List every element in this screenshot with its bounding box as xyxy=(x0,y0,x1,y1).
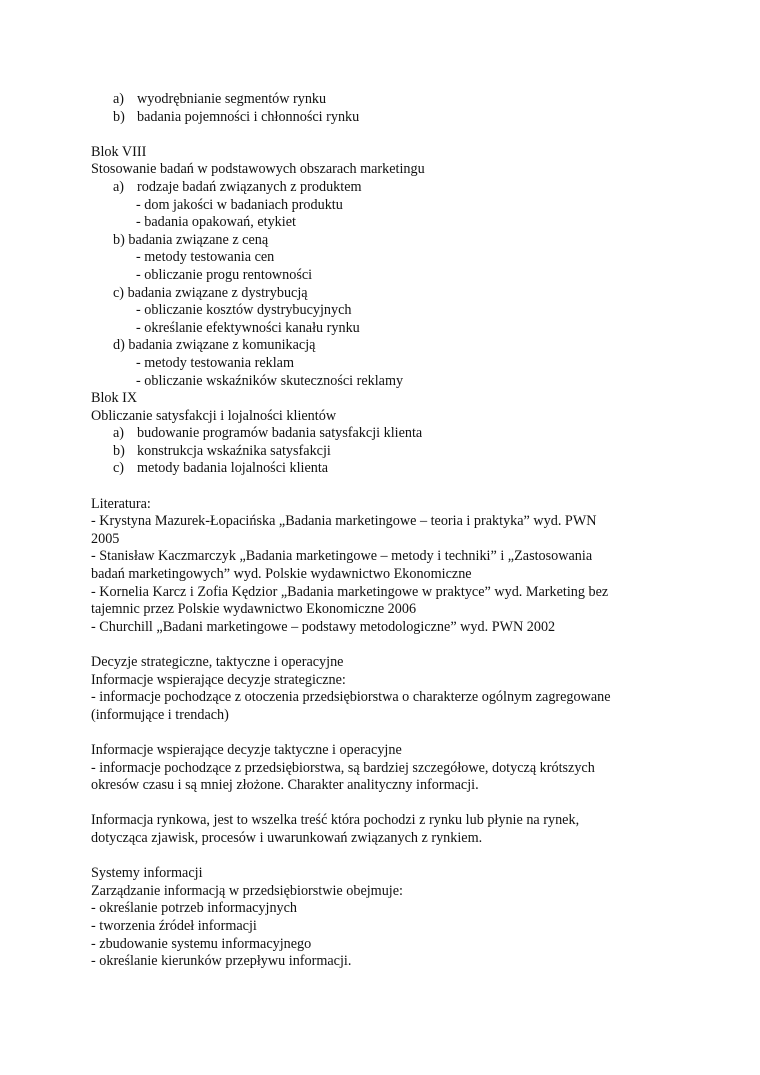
list-marker: a) xyxy=(113,425,125,442)
list-item-text: badania pojemności i chłonności rynku xyxy=(137,108,360,125)
paragraph-line: - zbudowanie systemu informacyjnego xyxy=(91,935,312,952)
literature-line: badań marketingowych” wyd. Polskie wydawnictwo Ekonomiczne xyxy=(91,566,472,583)
document-page xyxy=(91,91,681,971)
paragraph-line: Informacje wspierające decyzje strategiczne: xyxy=(91,671,346,688)
list-marker: c) xyxy=(113,460,125,477)
sub-item: - obliczanie kosztów dystrybucyjnych xyxy=(136,302,352,319)
literature-line: - Krystyna Mazurek-Łopacińska „Badania marketingowe – teoria i praktyka” wyd. PWN xyxy=(91,513,597,530)
paragraph-line: Zarządzanie informacją w przedsiębiorstwie obejmuje: xyxy=(91,882,403,899)
list-item: d) badania związane z komunikacją xyxy=(113,337,316,354)
list-item xyxy=(91,91,681,109)
block-8-title: Blok VIII xyxy=(91,143,147,160)
block-9-title: Blok IX xyxy=(91,390,138,407)
sub-item: - dom jakości w badaniach produktu xyxy=(136,196,343,213)
literature-line: - Stanisław Kaczmarczyk „Badania marketingowe – metody i techniki” i „Zastosowania xyxy=(91,548,593,565)
block-9-subtitle: Obliczanie satysfakcji i lojalności klientów xyxy=(91,407,337,424)
paragraph-line: okresów czasu i są mniej złożone. Charakter analityczny informacji. xyxy=(91,777,479,794)
sub-item: - metody testowania cen xyxy=(136,249,275,266)
literature-line: - Churchill „Badani marketingowe – podstawy metodologiczne” wyd. PWN 2002 xyxy=(91,618,556,635)
list-item: c) badania związane z dystrybucją xyxy=(113,284,308,301)
sub-item: - obliczanie progu rentowności xyxy=(136,266,313,283)
list-marker: b) xyxy=(113,108,125,125)
list-item xyxy=(91,443,681,461)
literature-heading: Literatura: xyxy=(91,495,151,512)
paragraph-line: - tworzenia źródeł informacji xyxy=(91,917,257,934)
literature-line: 2005 xyxy=(91,530,120,547)
paragraph-line: - określanie potrzeb informacyjnych xyxy=(91,900,298,917)
list-item: b) badania związane z ceną xyxy=(113,231,269,248)
sub-item: - metody testowania reklam xyxy=(136,354,294,371)
list-marker: b) xyxy=(113,442,125,459)
paragraph-line: Informacje wspierające decyzje taktyczne i operacyjne xyxy=(91,741,402,758)
list-item-text: rodzaje badań związanych z produktem xyxy=(137,178,362,195)
sub-item: - określanie efektywności kanału rynku xyxy=(136,319,360,336)
paragraph-line: dotycząca zjawisk, procesów i uwarunkowań związanych z rynkiem. xyxy=(91,829,483,846)
paragraph-line: - informacje pochodzące z otoczenia przedsiębiorstwa o charakterze ogólnym zagregowane xyxy=(91,689,611,706)
list-item xyxy=(91,460,681,478)
list-item-text: konstrukcja wskaźnika satysfakcji xyxy=(137,442,331,459)
list-item xyxy=(91,109,681,127)
paragraph-line: Decyzje strategiczne, taktyczne i operacyjne xyxy=(91,654,344,670)
literature-line: tajemnic przez Polskie wydawnictwo Ekonomiczne 2006 xyxy=(91,601,417,618)
paragraph-line: - informacje pochodzące z przedsiębiorstwa, są bardziej szczegółowe, dotyczą krótszych xyxy=(91,759,595,776)
list-item xyxy=(91,179,681,197)
block-8-subtitle: Stosowanie badań w podstawowych obszarach marketingu xyxy=(91,161,425,178)
list-item-text: metody badania lojalności klienta xyxy=(137,460,329,477)
paragraph-line: Systemy informacji xyxy=(91,865,203,882)
sub-item: - badania opakowań, etykiet xyxy=(136,214,296,231)
paragraph-line: (informujące i trendach) xyxy=(91,706,229,723)
sub-item: - obliczanie wskaźników skuteczności reklamy xyxy=(136,372,404,389)
list-item-text: wyodrębnianie segmentów rynku xyxy=(137,91,327,107)
list-item xyxy=(91,425,681,443)
list-marker: a) xyxy=(113,91,125,107)
paragraph-line: - określanie kierunków przepływu informacji. xyxy=(91,953,352,970)
paragraph-line: Informacja rynkowa, jest to wszelka treść która pochodzi z rynku lub płynie na rynek, xyxy=(91,812,580,829)
list-item-text: budowanie programów badania satysfakcji klienta xyxy=(137,425,423,442)
list-marker: a) xyxy=(113,178,125,195)
literature-line: - Kornelia Karcz i Zofia Kędzior „Badania marketingowe w praktyce” wyd. Marketing bez xyxy=(91,583,609,600)
